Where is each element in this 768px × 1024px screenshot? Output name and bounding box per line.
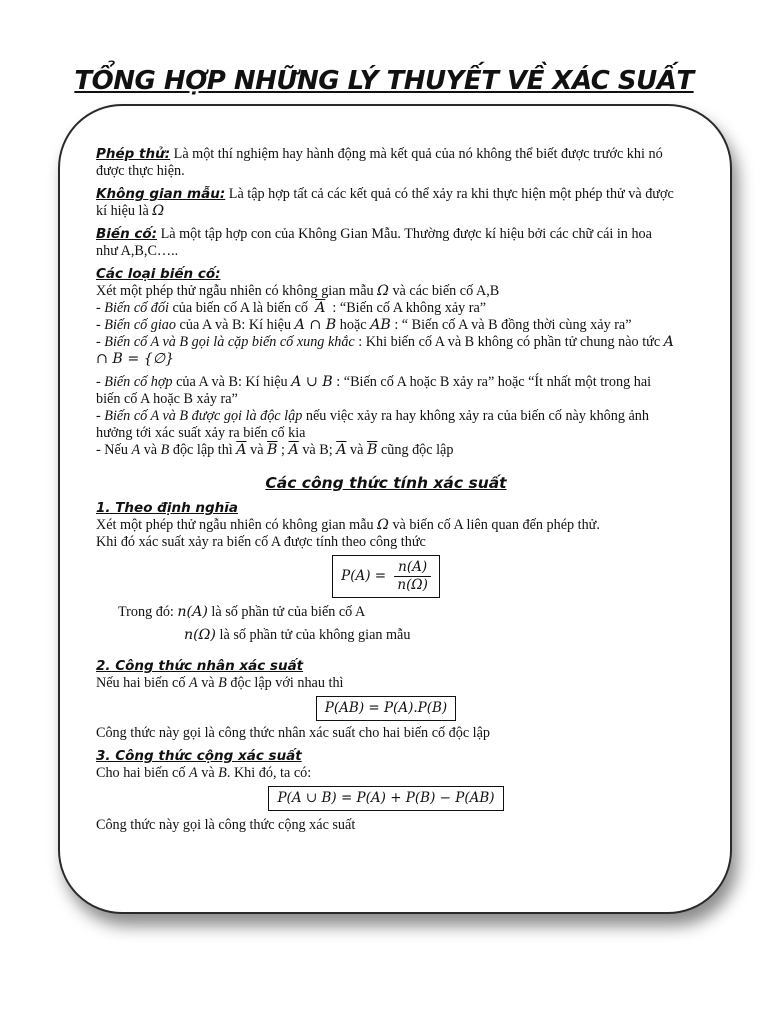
section-1-heading (96, 500, 676, 517)
probability-definition-formula (96, 555, 676, 598)
formula-box: P(AB) = P(A).P(B) (316, 696, 456, 721)
union-term: Biến cố hợp (104, 374, 173, 390)
omega-symbol: Ω (377, 517, 389, 533)
definition-text: Là một thí nghiệm hay hành động mà kết quả của nó không thể biết được trước khi nó được thực hiện. (96, 146, 663, 179)
empty-set-formula: A ∩ B = {∅} (96, 334, 674, 367)
complement-a: $\overline{A}$ (336, 442, 347, 458)
text: cũng độc lập (377, 442, 454, 458)
text: độc lập với nhau thì (226, 675, 344, 691)
omega-symbol: Ω (377, 283, 389, 299)
term-phep-thu: Phép thử: (96, 146, 171, 162)
text: và biến cố A liên quan đến phép thử. (388, 517, 600, 533)
section-2-heading (96, 658, 676, 675)
intro-text: Xét một phép thử ngẫu nhiên có không gian mẫu (96, 283, 378, 299)
definition-bien-co (96, 226, 676, 260)
complement-term: Biến cố đối (104, 300, 169, 316)
definition-text: Là một tập hợp con của Không Gian Mẫu. Thường được kí hiệu bởi các chữ cái in hoa như A,B,C….. (96, 226, 652, 259)
formulas-section-title: Các công thức tính xác suất (265, 474, 507, 492)
event-b: B (218, 675, 227, 691)
text: : “ Biến cố A và B đồng thời cùng xảy ra” (390, 317, 632, 333)
intersection-term: Biến cố giao (104, 317, 176, 333)
event-b: B (218, 765, 227, 781)
union-event (96, 374, 676, 408)
term-bien-co: Biến cố: (96, 226, 158, 242)
text: và (246, 442, 268, 458)
section-3-line-1 (96, 765, 676, 782)
event-b: B (160, 442, 170, 458)
mutually-exclusive-event (96, 334, 676, 368)
intersection-symbol: A ∩ B (294, 317, 337, 333)
text: Xét một phép thử ngẫu nhiên có không gian mẫu (96, 517, 378, 533)
content-body (96, 146, 676, 834)
section-3-note: Công thức này gọi là công thức cộng xác suất (96, 817, 356, 833)
formula-lhs: P(A) = (341, 568, 387, 584)
bullet: - (96, 408, 105, 424)
formula-box (332, 555, 440, 598)
independent-term: Biến cố A và B được gọi là độc lập (104, 408, 303, 424)
complement-symbol: $\overline{A}$ (315, 300, 326, 316)
complement-event (96, 300, 676, 317)
section-3-heading (96, 748, 676, 765)
text: và (197, 765, 219, 781)
text: và (140, 442, 161, 458)
omega-symbol: Ω (152, 203, 165, 219)
text: : “Biến cố A hoặc B xảy ra” hoặc “Ít nhất một trong hai biến cố A hoặc B xảy ra” (96, 374, 652, 407)
page-title: TỔNG HỢP NHỮNG LÝ THUYẾT VỀ XÁC SUẤT (74, 66, 694, 96)
complement-a: $\overline{A}$ (236, 442, 247, 458)
section-1-line-1 (96, 517, 676, 534)
section-2-note: Công thức này gọi là công thức nhân xác suất cho hai biến cố độc lập (96, 725, 490, 741)
event-a: A (189, 765, 198, 781)
multiplication-formula (96, 696, 676, 721)
text: độc lập thì (169, 442, 237, 458)
text: : Khi biến cố A và B không có phần tử chung nào tức (354, 334, 664, 350)
complement-a: $\overline{A}$ (288, 442, 299, 458)
section-2-line-1 (96, 675, 676, 692)
event-a: A (131, 442, 141, 458)
definition-phep-thu (96, 146, 676, 180)
n-a-symbol: n(A) (177, 604, 208, 620)
text: và (197, 675, 219, 691)
text: của biến cố A là biến cố (168, 300, 312, 316)
product-symbol: AB (370, 317, 391, 333)
text: và B; (298, 442, 337, 458)
text: Nếu hai biến cố (96, 675, 189, 691)
section-1-line-2: Khi đó xác suất xảy ra biến cố A được tính theo công thức (96, 534, 426, 550)
heading-text: 3. Công thức cộng xác suất (96, 748, 302, 764)
independent-event (96, 408, 676, 442)
addition-formula (96, 786, 676, 811)
independence-corollary (96, 442, 676, 459)
text: hoặc (336, 317, 371, 333)
mutually-exclusive-term: Biến cố A và B gọi là cặp biến cố xung khắc (104, 334, 355, 350)
heading-text: 1. Theo định nghĩa (96, 500, 239, 516)
definition-khong-gian-mau (96, 186, 676, 220)
union-symbol: A ∪ B (291, 374, 333, 390)
text: - Nếu (96, 442, 132, 458)
numerator: n(A) (394, 559, 430, 577)
event-a: A (188, 675, 198, 691)
event-types-intro (96, 283, 676, 300)
heading-text: 2. Công thức nhân xác suất (96, 658, 304, 674)
text: của A và B: Kí hiệu (172, 374, 292, 390)
definition-text: Là tập hợp tất cả các kết quả có thể xảy ra khi thực hiện một phép thử và được kí hiệu là (96, 186, 674, 219)
where-line-2 (96, 627, 676, 644)
where-line-1 (96, 604, 676, 621)
bullet: - (96, 300, 105, 316)
term-cac-loai: Các loại biến cố: (96, 266, 221, 282)
text: nếu việc xảy ra hay không xảy ra của biến cố này không ảnh hưởng tới xác suất xảy ra biến cố kia (96, 408, 649, 441)
text: là số phần tử của không gian mẫu (215, 627, 411, 643)
complement-b: $\overline{B}$ (267, 442, 278, 458)
n-omega-symbol: n(Ω) (184, 627, 216, 643)
text: là số phần tử của biến cố A (207, 604, 366, 620)
bullet: - (96, 334, 105, 350)
bullet: - (96, 374, 105, 390)
fraction (394, 559, 430, 594)
text: ; (277, 442, 289, 458)
event-types-heading (96, 266, 676, 283)
term-khong-gian-mau: Không gian mẫu: (96, 186, 226, 202)
intersection-event (96, 317, 676, 334)
text: của A và B: Kí hiệu (176, 317, 295, 333)
bullet: - (96, 317, 105, 333)
text: và (346, 442, 367, 458)
text: Trong đó: (118, 604, 178, 620)
denominator: n(Ω) (397, 577, 428, 593)
text: : “Biến cố A không xảy ra” (328, 300, 487, 316)
intro-text: và các biến cố A,B (388, 283, 500, 299)
text: . Khi đó, ta có: (226, 765, 312, 781)
text: Cho hai biến cố (96, 765, 189, 781)
formula-box: P(A ∪ B) = P(A) + P(B) − P(AB) (268, 786, 503, 811)
complement-b: $\overline{B}$ (366, 442, 378, 458)
